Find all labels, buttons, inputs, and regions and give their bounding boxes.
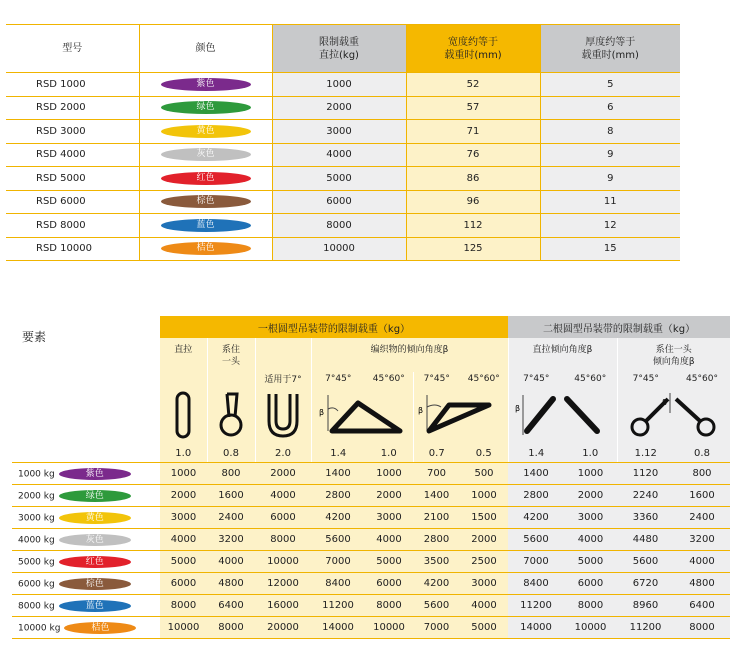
table-row: [6, 96, 680, 120]
color-cell: [139, 214, 272, 238]
factor-value: 0.7: [413, 444, 460, 463]
header-width-line1: 宽度约等于: [448, 36, 498, 48]
load-value: 8000: [674, 617, 730, 639]
angle-label: 7°45°: [617, 372, 674, 386]
color-cell: [139, 143, 272, 167]
load-value: 2800: [508, 485, 564, 507]
model-cell: RSD 2000: [6, 96, 139, 120]
load-value: 2000: [460, 529, 508, 551]
color-cell: [139, 167, 272, 191]
thickness-cell: 5: [540, 73, 680, 97]
load-value: 1000: [460, 485, 508, 507]
color-pill: 棕色: [161, 195, 251, 208]
sling-load-table: [12, 316, 730, 639]
color-pill: 绿色: [161, 101, 251, 114]
header-thickness: [540, 25, 680, 73]
load-value: 8000: [564, 595, 617, 617]
load-value: 12000: [255, 573, 311, 595]
load-cell: 3000: [272, 120, 406, 144]
load-value: 10000: [255, 551, 311, 573]
load-value: 4800: [674, 573, 730, 595]
load-value: 3000: [365, 507, 413, 529]
table-row: [12, 485, 730, 507]
load-value: 6000: [255, 507, 311, 529]
load-value: 5000: [160, 551, 207, 573]
color-pill: 桔色: [161, 242, 251, 255]
table-row: [6, 73, 680, 97]
load-label: 1000 kg: [18, 469, 55, 479]
load-value: 2500: [460, 551, 508, 573]
angle-label: 7°45°: [311, 372, 365, 386]
thickness-cell: 6: [540, 96, 680, 120]
factor-value: 1.0: [365, 444, 413, 463]
load-value: 1120: [617, 463, 674, 485]
row-label: [12, 573, 160, 595]
load-value: 10000: [160, 617, 207, 639]
angle-label: 45°60°: [564, 372, 617, 386]
load-value: 4000: [564, 529, 617, 551]
width-cell: 76: [406, 143, 540, 167]
load-value: 4200: [413, 573, 460, 595]
model-cell: RSD 3000: [6, 120, 139, 144]
table-row: [12, 529, 730, 551]
sub-weave-angle: 编织物的倾向角度β: [311, 338, 508, 372]
sub-choke: [207, 338, 255, 386]
width-cell: 86: [406, 167, 540, 191]
load-value: 6720: [617, 573, 674, 595]
weave-angle-icon-2: [413, 386, 508, 444]
color-pill: 桔色: [64, 622, 136, 634]
group-double-sling: 二根圆型吊装带的限制载重（kg）: [508, 316, 730, 338]
basket-hitch-icon: [255, 386, 311, 444]
load-value: 3000: [564, 507, 617, 529]
width-cell: 96: [406, 190, 540, 214]
sub-choke-line1: 系住: [221, 345, 240, 355]
load-value: 8400: [508, 573, 564, 595]
load-value: 8000: [160, 595, 207, 617]
load-label: 4000 kg: [18, 535, 55, 545]
color-pill: 灰色: [59, 534, 131, 546]
header-width-line2: 载重时(mm): [444, 49, 502, 61]
load-value: 1600: [207, 485, 255, 507]
beta-label: β: [514, 404, 520, 413]
load-value: 5000: [365, 551, 413, 573]
load-value: 5000: [460, 617, 508, 639]
table-row: [6, 214, 680, 238]
table1-header-row: [6, 25, 680, 73]
color-pill: 黄色: [161, 125, 251, 138]
color-cell: [139, 96, 272, 120]
color-cell: [139, 120, 272, 144]
load-value: 2100: [413, 507, 460, 529]
table-row: [6, 120, 680, 144]
color-pill: 红色: [161, 172, 251, 185]
thickness-cell: 8: [540, 120, 680, 144]
load-value: 4000: [255, 485, 311, 507]
load-value: 16000: [255, 595, 311, 617]
load-value: 10000: [564, 617, 617, 639]
load-value: 4000: [207, 551, 255, 573]
color-pill: 灰色: [161, 148, 251, 161]
beta-label: β: [417, 406, 423, 415]
load-value: 14000: [508, 617, 564, 639]
table-row: [12, 573, 730, 595]
factor-value: 0.5: [460, 444, 508, 463]
group-header-row: [12, 316, 730, 338]
load-value: 5600: [311, 529, 365, 551]
header-model: 型号: [6, 25, 139, 73]
load-value: 7000: [413, 617, 460, 639]
header-color: 颜色: [139, 25, 272, 73]
thickness-cell: 12: [540, 214, 680, 238]
load-value: 4800: [207, 573, 255, 595]
double-straight-angle-icon: [508, 386, 617, 444]
model-cell: RSD 4000: [6, 143, 139, 167]
load-value: 1600: [674, 485, 730, 507]
color-pill: 绿色: [59, 490, 131, 502]
angle-label: 7°45°: [508, 372, 564, 386]
sub-choke-angle-line2: 倾向角度β: [652, 357, 695, 367]
load-value: 2400: [674, 507, 730, 529]
load-value: 4200: [311, 507, 365, 529]
choke-hitch-icon: [207, 386, 255, 444]
load-value: 6000: [160, 573, 207, 595]
load-value: 10000: [365, 617, 413, 639]
table-row: [12, 463, 730, 485]
load-value: 8400: [311, 573, 365, 595]
load-value: 7000: [508, 551, 564, 573]
load-value: 1000: [365, 463, 413, 485]
load-value: 5600: [508, 529, 564, 551]
table-row: [6, 190, 680, 214]
load-value: 7000: [311, 551, 365, 573]
load-value: 3360: [617, 507, 674, 529]
load-value: 1400: [508, 463, 564, 485]
load-spec-table: [6, 24, 680, 261]
thickness-cell: 9: [540, 143, 680, 167]
width-cell: 52: [406, 73, 540, 97]
load-value: 5600: [617, 551, 674, 573]
load-value: 8000: [365, 595, 413, 617]
load-value: 2400: [207, 507, 255, 529]
angle-label: 45°60°: [460, 372, 508, 386]
load-value: 2000: [564, 485, 617, 507]
row-label: [12, 595, 160, 617]
color-pill: 红色: [59, 556, 131, 568]
table-row: [12, 507, 730, 529]
table-row: [12, 551, 730, 573]
load-cell: 8000: [272, 214, 406, 238]
load-label: 8000 kg: [18, 601, 55, 611]
thickness-cell: 9: [540, 167, 680, 191]
load-label: 6000 kg: [18, 579, 55, 589]
sub-applies: [255, 338, 311, 386]
load-label: 2000 kg: [18, 491, 55, 501]
sub-choke-line2: 一头: [221, 357, 240, 367]
row-label: [12, 463, 160, 485]
load-value: 1400: [311, 463, 365, 485]
angle-label: 45°60°: [674, 372, 730, 386]
color-pill: 紫色: [59, 468, 131, 480]
load-value: 3500: [413, 551, 460, 573]
load-value: 5600: [413, 595, 460, 617]
load-value: 6400: [207, 595, 255, 617]
color-cell: [139, 237, 272, 261]
table-row: [6, 167, 680, 191]
load-value: 3200: [674, 529, 730, 551]
table1-body: [6, 73, 680, 261]
row-label: [12, 529, 160, 551]
row-label: [12, 617, 160, 639]
beta-label: β: [319, 408, 325, 417]
load-cell: 6000: [272, 190, 406, 214]
load-value: 8960: [617, 595, 674, 617]
sub-choke-angle: [617, 338, 730, 372]
load-value: 8000: [207, 617, 255, 639]
load-value: 4200: [508, 507, 564, 529]
load-value: 500: [460, 463, 508, 485]
load-cell: 2000: [272, 96, 406, 120]
color-cell: [139, 73, 272, 97]
load-cell: 1000: [272, 73, 406, 97]
row-label: [12, 485, 160, 507]
color-pill: 棕色: [59, 578, 131, 590]
load-value: 1400: [413, 485, 460, 507]
load-value: 1000: [160, 463, 207, 485]
header-load-line2: 直拉(kg): [319, 49, 359, 61]
header-load-line1: 限制载重: [319, 36, 359, 48]
straight-lift-icon: [160, 386, 207, 444]
load-value: 2000: [160, 485, 207, 507]
table2-body: [12, 463, 730, 639]
load-value: 2800: [311, 485, 365, 507]
load-value: 20000: [255, 617, 311, 639]
load-value: 3200: [207, 529, 255, 551]
model-cell: RSD 5000: [6, 167, 139, 191]
color-cell: [139, 190, 272, 214]
load-cell: 4000: [272, 143, 406, 167]
factor-value: 1.12: [617, 444, 674, 463]
load-value: 1500: [460, 507, 508, 529]
row-label: [12, 551, 160, 573]
load-label: 5000 kg: [18, 557, 55, 567]
load-label: 10000 kg: [18, 623, 61, 633]
load-value: 1000: [564, 463, 617, 485]
factor-value: 1.4: [508, 444, 564, 463]
factor-value: 1.4: [311, 444, 365, 463]
factor-value: 2.0: [255, 444, 311, 463]
load-value: 2000: [365, 485, 413, 507]
factor-value: 0.8: [207, 444, 255, 463]
table-row: [6, 143, 680, 167]
weave-angle-icon-1: [311, 386, 413, 444]
header-thickness-line1: 厚度约等于: [585, 36, 636, 48]
load-value: 8000: [255, 529, 311, 551]
load-value: 800: [674, 463, 730, 485]
element-label: 要素: [12, 316, 160, 463]
sub-straight-angle: 直拉倾向角度β: [508, 338, 617, 372]
sub-applies-text: 适用于7°: [264, 375, 302, 385]
load-value: 4000: [160, 529, 207, 551]
load-value: 11200: [508, 595, 564, 617]
width-cell: 57: [406, 96, 540, 120]
thickness-cell: 15: [540, 237, 680, 261]
load-value: 2240: [617, 485, 674, 507]
angle-label: 7°45°: [413, 372, 460, 386]
load-value: 700: [413, 463, 460, 485]
factor-value: 1.0: [564, 444, 617, 463]
thickness-cell: 11: [540, 190, 680, 214]
table-row: [12, 617, 730, 639]
load-value: 11200: [617, 617, 674, 639]
load-value: 3000: [460, 573, 508, 595]
load-value: 800: [207, 463, 255, 485]
width-cell: 112: [406, 214, 540, 238]
load-value: 4000: [674, 551, 730, 573]
load-value: 4000: [365, 529, 413, 551]
angle-label: 45°60°: [365, 372, 413, 386]
load-value: 6000: [365, 573, 413, 595]
table-row: [12, 595, 730, 617]
model-cell: RSD 10000: [6, 237, 139, 261]
load-value: 4480: [617, 529, 674, 551]
load-label: 3000 kg: [18, 513, 55, 523]
sub-choke-angle-line1: 系住一头: [655, 345, 692, 355]
header-thickness-line2: 载重时(mm): [581, 49, 639, 61]
load-value: 2000: [255, 463, 311, 485]
factor-value: 0.8: [674, 444, 730, 463]
model-cell: RSD 1000: [6, 73, 139, 97]
load-value: 2800: [413, 529, 460, 551]
factor-value: 1.0: [160, 444, 207, 463]
model-cell: RSD 8000: [6, 214, 139, 238]
model-cell: RSD 6000: [6, 190, 139, 214]
table-row: [6, 237, 680, 261]
color-pill: 黄色: [59, 512, 131, 524]
load-value: 4000: [460, 595, 508, 617]
load-cell: 5000: [272, 167, 406, 191]
header-width: [406, 25, 540, 73]
color-pill: 紫色: [161, 78, 251, 91]
load-value: 14000: [311, 617, 365, 639]
double-choke-angle-icon: [617, 386, 730, 444]
sub-straight: 直拉: [160, 338, 207, 386]
row-label: [12, 507, 160, 529]
color-pill: 蓝色: [59, 600, 131, 612]
width-cell: 125: [406, 237, 540, 261]
load-cell: 10000: [272, 237, 406, 261]
width-cell: 71: [406, 120, 540, 144]
load-value: 6000: [564, 573, 617, 595]
load-value: 11200: [311, 595, 365, 617]
group-single-sling: 一根圆型吊装带的限制载重（kg）: [160, 316, 508, 338]
load-value: 5000: [564, 551, 617, 573]
load-value: 3000: [160, 507, 207, 529]
color-pill: 蓝色: [161, 219, 251, 232]
load-value: 6400: [674, 595, 730, 617]
header-load: [272, 25, 406, 73]
